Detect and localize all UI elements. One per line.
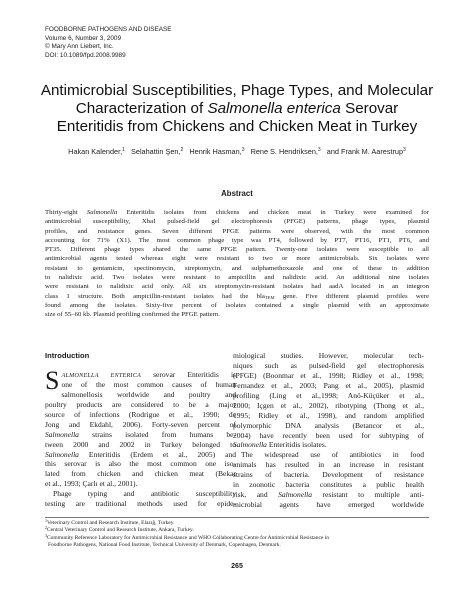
body-line: et al., 1993; Çarlı et al., 2001). bbox=[45, 479, 138, 489]
footnote: $^3$Community Reference Laboratory for Antimicrobial Resistance and WHO Collaborating Centre for Antimicrobial Resistance in bbox=[45, 532, 330, 541]
footnote: $^2$Central Veterinary Control and Research Institute, Ankara, Turkey. bbox=[45, 525, 194, 534]
title-line-1: Antimicrobial Susceptibilities, Phage Types, and Molecular bbox=[40, 82, 434, 99]
body-line: tween 2000 and 2002 in Turkey belonged to bbox=[45, 439, 236, 449]
author: and Frank M. Aarestrup$^3$ bbox=[326, 147, 406, 156]
body-line: ALMONELLA ENTERICA serovar Enteritidis is bbox=[61, 370, 236, 379]
body-line: source of infections (Rodrigue et al., 1990; de bbox=[45, 409, 236, 419]
title-text: Characterization of bbox=[75, 100, 208, 117]
body-line: profiling (Ling et al.,1998; Anö-Küçüker et al., bbox=[233, 390, 424, 400]
abstract-line: resistant to gentamicin, spectinomycin, streptomycin, and sulphamethoxazole and one of these in addition bbox=[45, 264, 429, 272]
abstract-line: accounting for 71% (X1). The most common phage type was PT4, followed by PT7, PT16, PT1, PT6, and bbox=[45, 236, 429, 244]
abstract-line: class 1 structure. Both ampicillin-resistant isolates had the bla$_{TEM}$ gene. Five different plasmid profiles were bbox=[45, 292, 429, 300]
title-species: Salmonella enterica bbox=[207, 100, 341, 117]
body-line: Salmonella strains isolated from humans be- bbox=[45, 429, 236, 439]
right-column bbox=[233, 351, 424, 510]
author: Hakan Kalender,$^1$ bbox=[68, 147, 125, 156]
abstract-line: to nalidixic acid. Two isolates were resistant to ampicillin and nalidixic acid. An additional nine isolates bbox=[45, 274, 429, 282]
introduction-heading: Introduction bbox=[45, 351, 90, 360]
author: Selahattin Şen,$^2$ bbox=[131, 147, 184, 156]
body-line: Jong and Ekdahl, 2006). Forty-seven percent of bbox=[45, 419, 236, 429]
body-line: in zoonotic bacteria constitutes a public health bbox=[233, 480, 424, 490]
abstract-line: profiles, and resistance genes. Seven different PFGE patterns were observed, with the most common bbox=[45, 227, 429, 235]
body-line: 2004) have recently been used for subtyping of bbox=[233, 430, 424, 440]
body-line: (PFGE) (Boonmar et al., 1998; Ridley et al., 1998; bbox=[233, 370, 424, 380]
body-line: 1995; Ridley et al., 1998), and random amplified bbox=[233, 410, 424, 420]
abstract-line: antimicrobial susceptibility, XbaI pulsed-field gel electrophoresis (PFGE) patterns, phage types, plasmid bbox=[45, 218, 429, 226]
title-line-3: Enteritidis from Chickens and Chicken Meat in Turkey bbox=[56, 118, 418, 135]
abstract-line: size of 55–60 kb. Plasmid profiling confirmed the PFGE pattern. bbox=[45, 311, 220, 319]
abstract-line: found among the isolates. Sixty-five percent of isolates contained a single plasmid with an approximate bbox=[45, 301, 429, 309]
journal-name: FOODBORNE PATHOGENS AND DISEASE bbox=[45, 26, 172, 33]
author: Henrik Hasman,$^3$ bbox=[189, 147, 245, 156]
body-line: Phage typing and antibiotic susceptibility bbox=[53, 489, 236, 499]
body-line: The widespread use of antibiotics in food bbox=[241, 450, 424, 460]
body-line: Salmonella Enteritidis isolates. bbox=[233, 440, 327, 450]
abstract-line: Thirty-eight Salmonella Enteritidis isolates from chickens and chicken meat in Turkey were examined for bbox=[45, 209, 430, 216]
footnote-divider bbox=[45, 517, 429, 518]
body-line: 2000; Içgen et al., 2002), ribotyping (Thong et al., bbox=[233, 400, 424, 410]
body-line: polymorphic DNA analysis (Betancor et al., bbox=[233, 420, 424, 430]
body-line: Salmonella Enteritidis (Erdem et al., 2005) and bbox=[45, 449, 236, 459]
page-number: 265 bbox=[231, 563, 243, 570]
abstract-line: antimicrobial agents tested whereas eight were resistant to two or more antimicrobials. Six isolates were bbox=[45, 255, 429, 263]
body-line: risk, and Salmonella resistant to multiple anti- bbox=[233, 490, 424, 500]
drop-cap: S bbox=[45, 366, 60, 395]
abstract-body bbox=[45, 208, 429, 320]
footnote: $^1$Veterinary Control and Research Institute, Elazığ, Turkey. bbox=[45, 518, 175, 526]
title-text: Serovar bbox=[340, 100, 399, 117]
body-line: one of the most common causes of human bbox=[61, 379, 236, 389]
journal-header bbox=[45, 26, 172, 60]
body-line: animals has resulted in an increase in resistant bbox=[233, 460, 424, 470]
journal-copyright: © Mary Ann Liebert, Inc. bbox=[45, 43, 114, 51]
title-line-2 bbox=[20, 100, 454, 118]
author-list bbox=[20, 147, 454, 156]
journal-doi: DOI: 10.1089/fpd.2008.9989 bbox=[45, 51, 126, 59]
body-line: Fernandez et al., 2003; Pang et al., 2005), plasmid bbox=[233, 380, 424, 390]
footnote: Foodborne Pathogens, National Food Institute, Technical University of Denmark, Copenhagen, Denmark. bbox=[48, 542, 281, 549]
author: Rene S. Hendriksen,$^3$ bbox=[250, 147, 321, 156]
abstract-line: PT35. Different phage types shared the same PFGE pattern. Twenty-one isolates were susceptible to all bbox=[45, 246, 429, 254]
abstract-heading: Abstract bbox=[221, 189, 253, 198]
body-line: lated from chicken and chicken meat (Bekar bbox=[45, 469, 236, 479]
affiliation-footnotes bbox=[45, 520, 429, 550]
journal-volume: Volume 6, Number 3, 2009 bbox=[45, 34, 122, 42]
body-line: salmonellosis worldwide and poultry and bbox=[61, 389, 236, 399]
body-line: niques such as pulsed-field gel electrophoresis bbox=[233, 360, 424, 370]
abstract-line: were resistant to nalidixic acid only. All six streptomycin-resistant isolates had aadA located in an integron bbox=[45, 283, 429, 291]
body-line: miological studies. However, molecular tech- bbox=[233, 351, 424, 360]
body-line: microbial agents have emerged worldwide bbox=[233, 500, 424, 510]
left-column bbox=[45, 351, 236, 509]
body-line: strains of bacteria. Development of resistance bbox=[233, 470, 424, 480]
body-line: testing are traditional methods used for epide- bbox=[45, 499, 236, 509]
body-line: poultry products are considered to be a major bbox=[45, 399, 236, 409]
article-title bbox=[20, 82, 454, 136]
body-line: this serovar is also the most common one iso- bbox=[45, 459, 236, 469]
